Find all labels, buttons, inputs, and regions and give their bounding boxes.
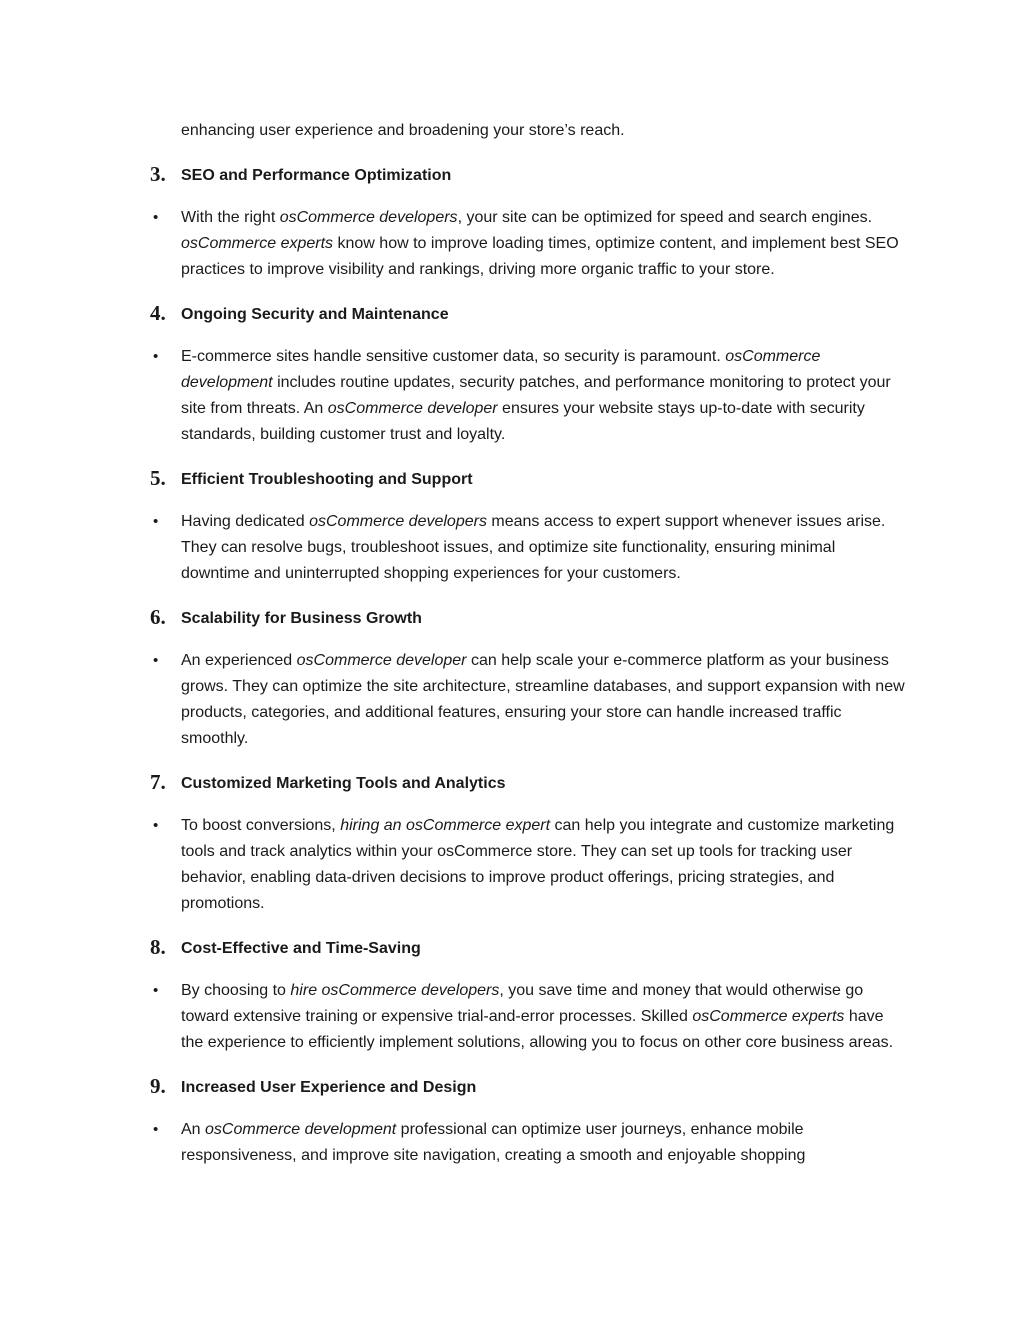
emphasized-text: osCommerce developer	[296, 652, 467, 669]
section-heading	[150, 605, 1024, 632]
section-heading	[150, 466, 1024, 493]
section-heading	[150, 935, 1024, 962]
bullet-item	[153, 205, 906, 283]
bullet-icon: •	[153, 209, 159, 226]
body-text: Having dedicated	[181, 513, 310, 530]
section-heading	[150, 770, 1024, 797]
body-text: , you save time and money that would otherwise go toward extensive training or expensive trial-and-error processes. Skilled	[181, 982, 864, 1025]
emphasized-text: hire osCommerce developers	[290, 982, 500, 999]
lead-paragraph: enhancing user experience and broadening your store’s reach.	[181, 122, 625, 139]
section-number: 8.	[150, 935, 166, 959]
body-text: By choosing to	[181, 982, 291, 999]
body-text: An	[181, 1121, 206, 1138]
section-title: Cost-Effective and Time-Saving	[181, 940, 421, 957]
bullet-icon: •	[153, 348, 159, 365]
section	[0, 1075, 1024, 1169]
bullet-icon: •	[153, 652, 159, 669]
bullet-item	[153, 1117, 906, 1169]
section	[0, 467, 1024, 587]
bullet-item	[153, 978, 906, 1056]
section	[0, 163, 1024, 283]
section	[0, 606, 1024, 752]
bullet-item	[153, 648, 906, 752]
section-number: 6.	[150, 605, 166, 629]
body-text: An experienced	[181, 652, 297, 669]
section	[0, 771, 1024, 917]
bullet-item	[153, 509, 906, 587]
bullet-icon: •	[153, 513, 159, 530]
emphasized-text: osCommerce developers	[279, 209, 458, 226]
section-heading	[150, 1074, 1024, 1101]
section-title: Scalability for Business Growth	[181, 610, 422, 627]
body-text: To boost conversions,	[181, 817, 341, 834]
emphasized-text: osCommerce experts	[181, 235, 334, 252]
bullet-icon: •	[153, 1121, 159, 1138]
section-number: 4.	[150, 301, 166, 325]
bullet-item	[153, 813, 906, 917]
body-text: have the experience to efficiently implement solutions, allowing you to focus on other core business areas.	[181, 1008, 894, 1051]
emphasized-text: osCommerce developer	[327, 400, 498, 417]
section-title: Customized Marketing Tools and Analytics	[181, 775, 506, 792]
body-text: can help you integrate and customize marketing tools and track analytics within your osCommerce store. They can set up tools for tracking user behavior, enabling data-driven decisions to improve product offerings, pricing strategies, and promotions.	[181, 817, 895, 912]
section-number: 9.	[150, 1074, 166, 1098]
bullet-icon: •	[153, 982, 159, 999]
section	[0, 936, 1024, 1056]
section	[0, 302, 1024, 448]
section-title: Ongoing Security and Maintenance	[181, 306, 449, 323]
section-heading	[150, 162, 1024, 189]
document-body	[0, 118, 1024, 1169]
body-text: know how to improve loading times, optimize content, and implement best SEO practices to improve visibility and rankings, driving more organic traffic to your store.	[181, 235, 899, 278]
emphasized-text: osCommerce development	[205, 1121, 397, 1138]
section-number: 3.	[150, 162, 166, 186]
body-text: ensures your website stays up-to-date with security standards, building customer trust and loyalty.	[181, 400, 865, 443]
bullet-item	[153, 344, 906, 448]
body-text: includes routine updates, security patches, and performance monitoring to protect your site from threats. An	[181, 374, 891, 417]
emphasized-text: hiring an osCommerce expert	[340, 817, 551, 834]
section-heading	[150, 301, 1024, 328]
body-text: professional can optimize user journeys, enhance mobile responsiveness, and improve site navigation, creating a smooth and enjoyable shopping	[181, 1121, 806, 1164]
body-text: , your site can be optimized for speed and search engines.	[457, 209, 873, 226]
section-title: Increased User Experience and Design	[181, 1079, 477, 1096]
body-text: E-commerce sites handle sensitive customer data, so security is paramount.	[181, 348, 726, 365]
bullet-icon: •	[153, 817, 159, 834]
section-number: 5.	[150, 466, 166, 490]
section-title: SEO and Performance Optimization	[181, 167, 452, 184]
emphasized-text: osCommerce development	[181, 348, 821, 391]
emphasized-text: osCommerce experts	[692, 1008, 845, 1025]
emphasized-text: osCommerce developers	[309, 513, 487, 530]
body-text: means access to expert support whenever issues arise. They can resolve bugs, troubleshoot issues, and optimize site functionality, ensuring minimal downtime and uninterrupted shopping experiences for your customers.	[181, 513, 886, 582]
body-text: can help scale your e-commerce platform as your business grows. They can optimize the site architecture, streamline databases, and support expansion with new products, categories, and additional features, ensuring your store can handle increased traffic smoothly.	[181, 652, 905, 747]
section-title: Efficient Troubleshooting and Support	[181, 471, 473, 488]
section-number: 7.	[150, 770, 166, 794]
body-text: With the right	[181, 209, 280, 226]
